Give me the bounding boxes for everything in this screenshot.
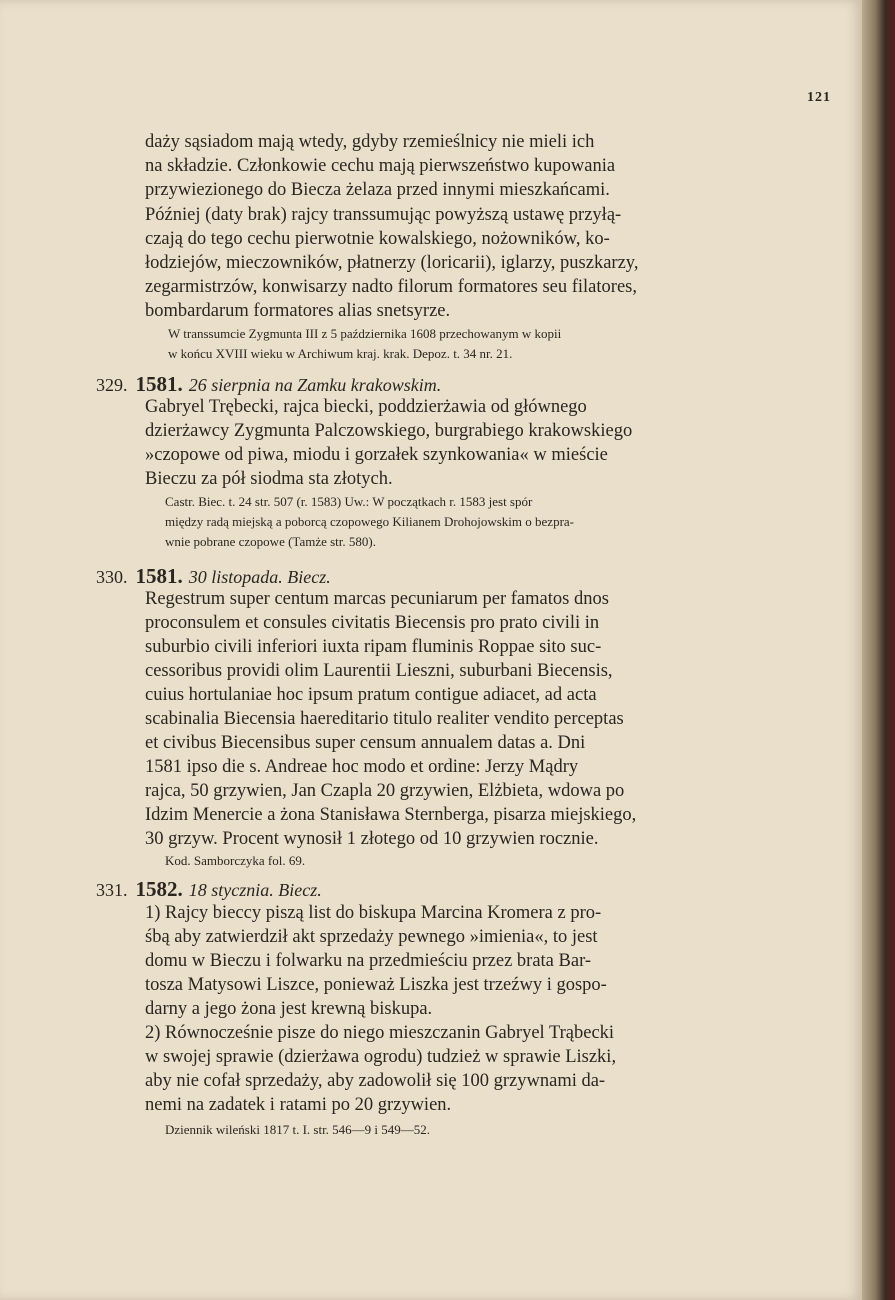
entry-year: 1582. <box>135 877 183 901</box>
text-line: na składzie. Członkowie cechu mają pierwszeństwo kupowania <box>145 156 616 176</box>
source-note: Dziennik wileński 1817 t. I. str. 546—9 i 549—52. <box>165 1122 431 1137</box>
text-line: proconsulem et consules civitatis Biecensis pro prato civili in <box>145 613 600 633</box>
book-binding-edge <box>862 0 895 1300</box>
text-line: przywiezionego do Biecza żelaza przed innymi mieszkańcami. <box>145 180 610 200</box>
text-line: cessoribus providi olim Laurentii Lieszni, suburbani Biecensis, <box>145 661 613 681</box>
source-note: W transsumcie Zygmunta III z 5 października 1608 przechowanym w kopii <box>168 326 562 341</box>
text-line: 1581 ipso die s. Andreae hoc modo et ordine: Jerzy Mądry <box>145 757 579 777</box>
text-line: śbą aby zatwierdził akt sprzedaży pewnego »imienia«, to jest <box>145 927 598 947</box>
text-line: Regestrum super centum marcas pecuniarum per famatos dnos <box>145 589 609 609</box>
text-line: daży sąsiadom mają wtedy, gdyby rzemieślnicy nie mieli ich <box>145 132 595 152</box>
entry-number: 330. <box>96 567 128 587</box>
page-number: 121 <box>807 90 831 105</box>
source-note: Castr. Biec. t. 24 str. 507 (r. 1583) Uw.: W początkach r. 1583 jest spór <box>165 494 533 509</box>
text-line: Bieczu za pół siodma sta złotych. <box>145 469 393 489</box>
text-line: et civibus Biecensibus super censum annualem datas a. Dni <box>145 733 586 753</box>
entry-number: 329. <box>96 375 128 395</box>
text-line: aby nie cofał sprzedaży, aby zadowolił się 100 grzywnami da- <box>145 1071 606 1091</box>
text-line: suburbio civili inferiori iuxta ripam fluminis Roppae sito suc- <box>145 637 602 657</box>
text-line: Gabryel Trębecki, rajca biecki, poddzierżawia od głównego <box>145 397 587 417</box>
text-line: tosza Matysowi Liszce, ponieważ Liszka jest trzeźwy i gospo- <box>145 975 607 995</box>
entry-heading <box>96 564 331 589</box>
text-line: w swojej sprawie (dzierżawa ogrodu) tudzież w sprawie Liszki, <box>145 1047 617 1067</box>
entry-date: 26 sierpnia na Zamku krakowskim. <box>188 375 442 395</box>
text-line: 2) Równocześnie pisze do niego mieszczanin Gabryel Trąbecki <box>145 1023 615 1043</box>
text-line: scabinalia Biecensia haereditario titulo realiter vendito perceptas <box>145 709 624 729</box>
text-line: Później (daty brak) rajcy transsumując powyższą ustawę przyłą- <box>145 205 622 225</box>
text-line: nemi na zadatek i ratami po 20 grzywien. <box>145 1095 452 1115</box>
text-line: bombardarum formatores alias snetsyrze. <box>145 301 451 321</box>
text-line: Idzim Menercie a żona Stanisława Sternberga, pisarza miejskiego, <box>145 805 637 825</box>
entry-year: 1581. <box>135 372 183 396</box>
text-line: 30 grzyw. Procent wynosił 1 złotego od 10 grzywien rocznie. <box>145 829 599 849</box>
source-note: w końcu XVIII wieku w Archiwum kraj. krak. Depoz. t. 34 nr. 21. <box>168 346 513 361</box>
text-line: zegarmistrzów, konwisarzy nadto filorum formatores seu filatores, <box>145 277 637 297</box>
entry-year: 1581. <box>135 564 183 588</box>
text-line: dzierżawcy Zygmunta Palczowskiego, burgrabiego krakowskiego <box>145 421 633 441</box>
source-note: Kod. Samborczyka fol. 69. <box>165 853 306 868</box>
entry-number: 331. <box>96 880 128 900</box>
text-line: darny a jego żona jest krewną biskupa. <box>145 999 433 1019</box>
text-line: »czopowe od piwa, miodu i gorzałek szynkowania« w mieście <box>145 445 608 465</box>
text-line: rajca, 50 grzywien, Jan Czapla 20 grzywien, Elżbieta, wdowa po <box>145 781 625 801</box>
text-line: 1) Rajcy bieccy piszą list do biskupa Marcina Kromera z pro- <box>145 903 602 923</box>
entry-heading <box>96 372 441 397</box>
entry-heading <box>96 877 322 902</box>
text-line: łodziejów, mieczowników, płatnerzy (loricarii), iglarzy, puszkarzy, <box>145 253 639 273</box>
source-note: między radą miejską a poborcą czopowego Kilianem Drohojowskim o bezpra- <box>165 514 574 529</box>
text-line: domu w Bieczu i folwarku na przedmieściu przez brata Bar- <box>145 951 592 971</box>
text-line: cuius hortulaniae hoc ipsum pratum contigue adiacet, ad acta <box>145 685 597 705</box>
entry-date: 18 stycznia. Biecz. <box>188 880 322 900</box>
source-note: wnie pobrane czopowe (Tamże str. 580). <box>165 534 376 549</box>
entry-date: 30 listopada. Biecz. <box>188 567 331 587</box>
text-line: czają do tego cechu pierwotnie kowalskiego, nożowników, ko- <box>145 229 610 249</box>
